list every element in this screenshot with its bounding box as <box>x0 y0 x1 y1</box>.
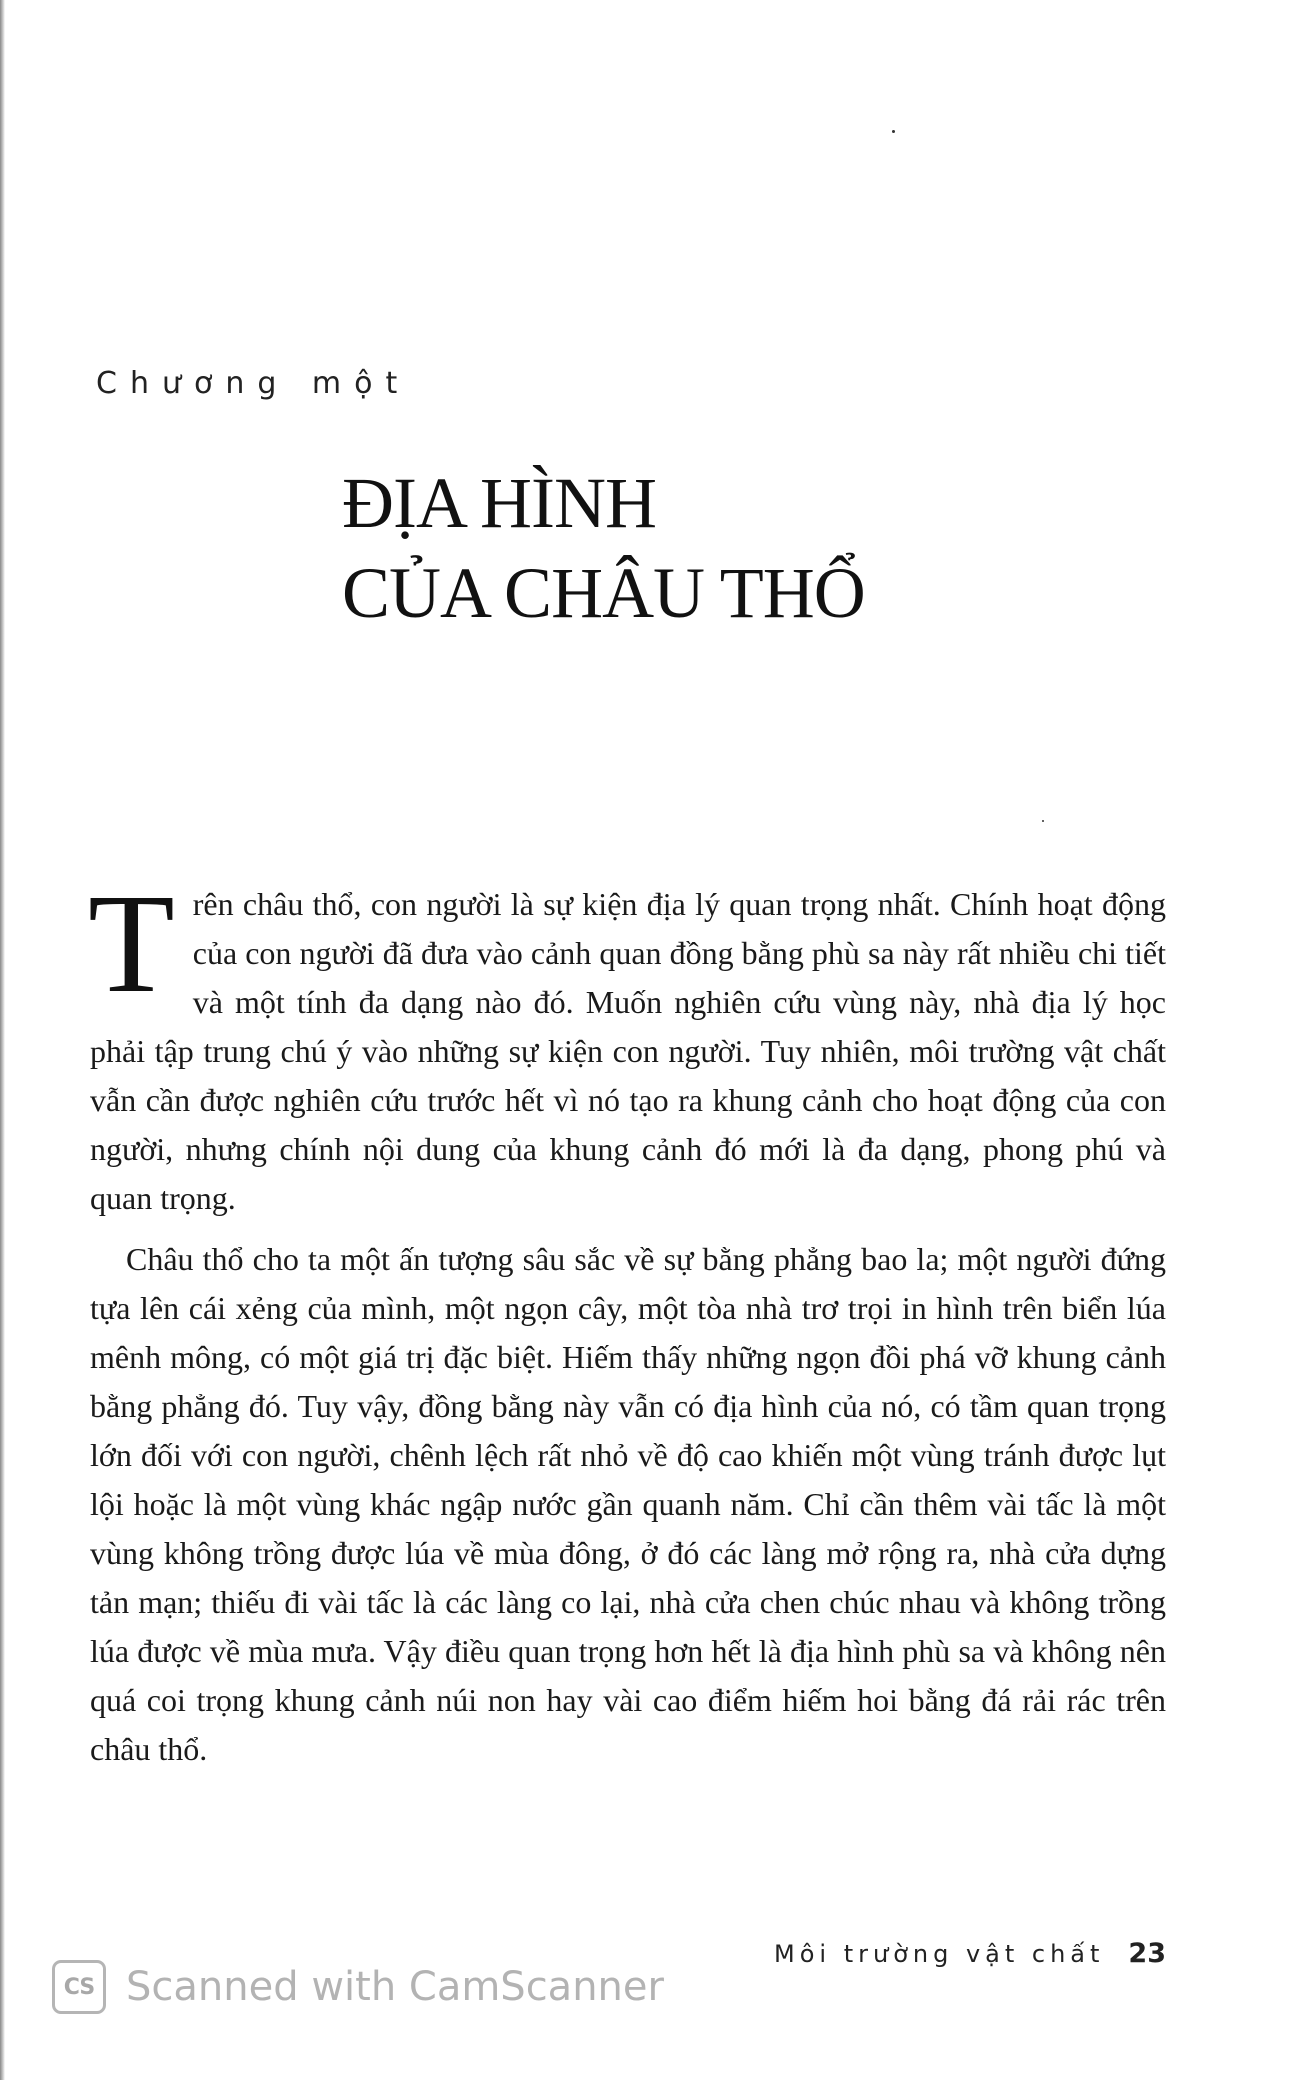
paragraph-1-text: rên châu thổ, con người là sự kiện địa lý quan trọng nhất. Chính hoạt động của con người đã đưa vào cảnh quan đồng bằng phù sa này rất nhiều chi tiết và một tính đa dạng nào đó. Muốn nghiên cứu vùng này, nhà địa lý học phải tập trung chú ý vào những sự kiện con người. Tuy nhiên, môi trường vật chất vẫn cần được nghiên cứu trước hết vì nó tạo ra khung cảnh cho hoạt động của con người, nhưng chính nội dung của khung cảnh đó mới là đa dạng, phong phú và quan trọng. <box>90 886 1166 1216</box>
body-text <box>88 864 1166 1774</box>
scan-left-edge <box>0 0 5 2080</box>
running-title: Môi trường vật chất <box>774 1940 1105 1968</box>
camscanner-logo-icon: CS <box>52 1960 106 2014</box>
chapter-title-line-1: ĐỊA HÌNH <box>342 463 656 543</box>
chapter-title <box>342 458 1242 638</box>
chapter-label: Chương một <box>96 366 411 401</box>
drop-cap: T <box>88 864 175 1022</box>
scan-speck <box>1042 820 1044 822</box>
camscanner-watermark <box>52 1960 664 2014</box>
page-number: 23 <box>1128 1938 1166 1969</box>
paragraph-2: Châu thổ cho ta một ấn tượng sâu sắc về sự bằng phẳng bao la; một người đứng tựa lên cái xẻng của mình, một ngọn cây, một tòa nhà trơ trọi in hình trên biển lúa mênh mông, có một giá trị đặc biệt. Hiếm thấy những ngọn đồi phá vỡ khung cảnh bằng phẳng đó. Tuy vậy, đồng bằng này vẫn có địa hình của nó, có tầm quan trọng lớn đối với con người, chênh lệch rất nhỏ về độ cao khiến một vùng tránh được lụt lội hoặc là một vùng khác ngập nước gần quanh năm. Chỉ cần thêm vài tấc là một vùng không trồng được lúa về mùa đông, ở đó các làng mở rộng ra, nhà cửa dựng tản mạn; thiếu đi vài tấc là các làng co lại, nhà cửa chen chúc nhau và không trồng lúa được về mùa mưa. Vậy điều quan trọng hơn hết là địa hình phù sa và không nên quá coi trọng khung cảnh núi non hay vài cao điểm hiếm hoi bằng đá rải rác trên châu thổ. <box>90 1241 1166 1767</box>
page-footer <box>774 1938 1166 1969</box>
watermark-text: Scanned with CamScanner <box>126 1964 664 2010</box>
chapter-title-line-2: CỦA CHÂU THỔ <box>342 553 865 633</box>
paragraph-1 <box>88 864 1166 1225</box>
scan-speck <box>892 130 895 133</box>
